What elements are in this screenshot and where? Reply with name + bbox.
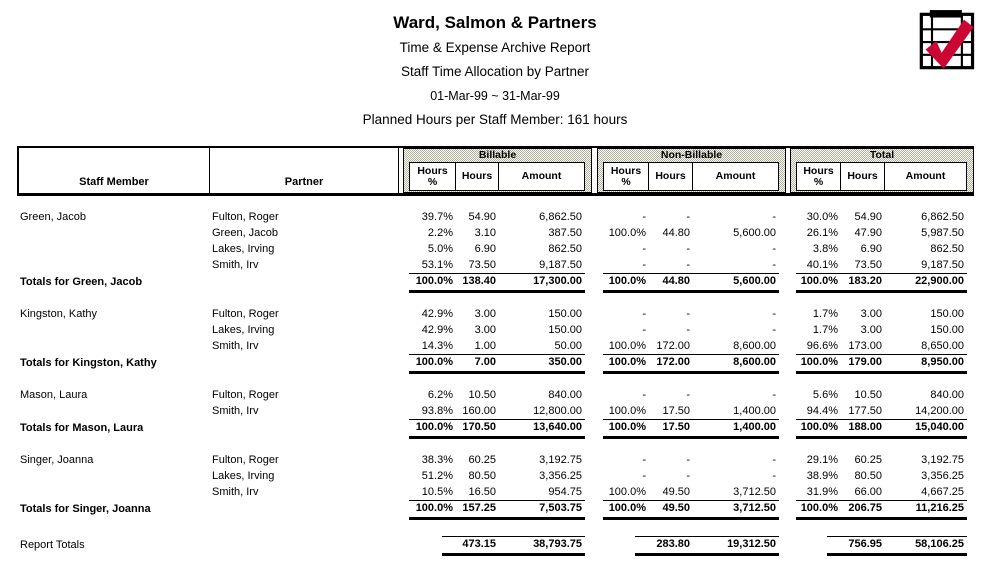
company-name: Ward, Salmon & Partners <box>393 13 597 32</box>
total-subheaders <box>796 162 967 191</box>
table-header <box>17 146 974 196</box>
partner-name: Lakes, Irving <box>212 470 275 482</box>
nonbillable-hours: - <box>686 324 690 336</box>
table-row <box>17 484 974 500</box>
nonbillable-pct: 100.0% <box>608 227 646 239</box>
hours-word: Hours <box>610 164 642 177</box>
nonbillable-pct-total: 100.0% <box>603 273 649 293</box>
billable-hours: 54.90 <box>468 211 496 223</box>
total-hours-total: 179.00 <box>841 354 885 374</box>
billable-pct: 10.5% <box>421 486 453 498</box>
billable-hours-total: 138.40 <box>456 273 499 293</box>
billable-pct: 42.9% <box>421 308 453 320</box>
total-pct: 38.9% <box>806 470 838 482</box>
staff-group-singer-joanna <box>17 452 974 520</box>
non-billable-subheaders <box>603 162 779 191</box>
nonbillable-amount: - <box>772 470 776 482</box>
total-amount-total: 11,216.25 <box>885 500 967 520</box>
table-row <box>17 306 974 322</box>
column-group-billable <box>403 148 592 193</box>
staff-name: Kingston, Kathy <box>20 308 98 320</box>
staff-name: Mason, Laura <box>20 389 88 401</box>
billable-pct: 53.1% <box>421 259 453 271</box>
billable-pct: 42.9% <box>421 324 453 336</box>
report-totals-label: Report Totals <box>20 539 85 551</box>
nonbillable-pct-total: 100.0% <box>603 419 649 439</box>
nonbillable-hours: - <box>686 389 690 401</box>
billable-amount: 6,862.50 <box>539 211 582 223</box>
report-billable-hours: 473.15 <box>442 536 499 556</box>
total-amount: 3,192.75 <box>921 454 964 466</box>
group-totals-label: Totals for Green, Jacob <box>20 276 143 288</box>
billable-pct: 14.3% <box>421 340 453 352</box>
billable-hours: 3.00 <box>474 308 496 320</box>
report-totals-row <box>17 536 974 556</box>
billable-pct: 5.0% <box>427 243 453 255</box>
billable-amount: 840.00 <box>548 389 582 401</box>
total-amount: 14,200.00 <box>915 405 964 417</box>
total-hours: 80.50 <box>854 470 882 482</box>
nonbillable-pct: - <box>642 259 646 271</box>
nonbillable-pct-total: 100.0% <box>603 354 649 374</box>
total-hours-total: 188.00 <box>841 419 885 439</box>
subheader-hours-pct <box>796 162 841 191</box>
report-billable-amount: 38,793.75 <box>499 536 585 556</box>
group-title-total: Total <box>869 149 895 161</box>
billable-amount: 12,800.00 <box>533 405 582 417</box>
nonbillable-pct: - <box>642 211 646 223</box>
nonbillable-pct: - <box>642 389 646 401</box>
total-pct: 96.6% <box>806 340 838 352</box>
report-total-amount: 58,106.25 <box>885 536 967 556</box>
column-header-staff-member: Staff Member <box>17 148 209 193</box>
table-row <box>17 257 974 273</box>
total-pct: 30.0% <box>806 211 838 223</box>
partner-name: Fulton, Roger <box>212 389 279 401</box>
total-pct: 31.9% <box>806 486 838 498</box>
total-hours: 10.50 <box>854 389 882 401</box>
billable-pct-total: 100.0% <box>409 354 456 374</box>
date-range: 01-Mar-99 ~ 31-Mar-99 <box>430 89 560 103</box>
planned-hours-note: Planned Hours per Staff Member: 161 hours <box>362 112 628 127</box>
total-amount: 6,862.50 <box>921 211 964 223</box>
billable-hours: 73.50 <box>468 259 496 271</box>
billable-hours: 3.10 <box>474 227 496 239</box>
icon-header-bar <box>930 10 962 17</box>
total-pct: 1.7% <box>812 324 838 336</box>
table-row <box>17 403 974 419</box>
group-title-non-billable: Non-Billable <box>660 149 723 161</box>
nonbillable-pct: - <box>642 308 646 320</box>
nonbillable-pct: - <box>642 454 646 466</box>
table-body <box>17 209 974 556</box>
total-hours: 47.90 <box>854 227 882 239</box>
billable-amount-total: 7,503.75 <box>499 500 585 520</box>
billable-hours-total: 7.00 <box>456 354 499 374</box>
table-row <box>17 468 974 484</box>
nonbillable-amount: - <box>772 454 776 466</box>
total-pct-total: 100.0% <box>796 419 841 439</box>
total-pct-total: 100.0% <box>796 273 841 293</box>
report-total-hours: 756.95 <box>827 536 885 556</box>
billable-hours: 3.00 <box>474 324 496 336</box>
group-totals-label: Totals for Singer, Joanna <box>20 503 151 515</box>
nonbillable-amount: 8,600.00 <box>733 340 776 352</box>
staff-group-kingston-kathy <box>17 306 974 374</box>
nonbillable-amount: - <box>772 308 776 320</box>
report-title-block <box>0 10 990 132</box>
group-totals-row <box>17 419 974 439</box>
total-hours: 60.25 <box>854 454 882 466</box>
total-amount: 4,667.25 <box>921 486 964 498</box>
table-row <box>17 387 974 403</box>
subheader-hours-pct <box>409 162 456 191</box>
nonbillable-hours: 172.00 <box>656 340 690 352</box>
allocation-table <box>17 146 974 556</box>
total-amount: 3,356.25 <box>921 470 964 482</box>
billable-pct: 51.2% <box>421 470 453 482</box>
report-title: Time & Expense Archive Report <box>399 40 591 55</box>
nonbillable-hours: - <box>686 470 690 482</box>
total-pct: 1.7% <box>812 308 838 320</box>
nonbillable-amount: 3,712.50 <box>733 486 776 498</box>
total-amount: 862.50 <box>930 243 964 255</box>
total-amount: 5,987.50 <box>921 227 964 239</box>
nonbillable-hours: - <box>686 308 690 320</box>
group-totals-row <box>17 500 974 520</box>
nonbillable-hours: - <box>686 243 690 255</box>
billable-amount: 3,192.75 <box>539 454 582 466</box>
total-pct: 26.1% <box>806 227 838 239</box>
partner-name: Fulton, Roger <box>212 308 279 320</box>
billable-hours: 16.50 <box>468 486 496 498</box>
billable-pct-total: 100.0% <box>409 500 456 520</box>
billable-pct-total: 100.0% <box>409 273 456 293</box>
group-totals-label: Totals for Mason, Laura <box>20 422 144 434</box>
pct-sign: % <box>813 175 824 188</box>
group-totals-row <box>17 273 974 293</box>
total-hours: 54.90 <box>854 211 882 223</box>
nonbillable-pct: - <box>642 324 646 336</box>
partner-name: Smith, Irv <box>212 405 259 417</box>
nonbillable-pct: - <box>642 243 646 255</box>
total-hours-total: 206.75 <box>841 500 885 520</box>
partner-name: Smith, Irv <box>212 259 259 271</box>
total-pct: 40.1% <box>806 259 838 271</box>
nonbillable-hours: - <box>686 211 690 223</box>
total-amount: 150.00 <box>930 324 964 336</box>
billable-amount: 150.00 <box>548 324 582 336</box>
billable-amount-total: 13,640.00 <box>499 419 585 439</box>
subheader-hours-pct <box>603 162 649 191</box>
subheader-amount: Amount <box>885 162 967 191</box>
billable-pct: 6.2% <box>427 389 453 401</box>
pct-sign: % <box>621 175 631 188</box>
nonbillable-hours: - <box>686 259 690 271</box>
total-pct-total: 100.0% <box>796 354 841 374</box>
column-group-non-billable <box>597 148 786 193</box>
subheader-hours: Hours <box>456 162 499 191</box>
table-row <box>17 338 974 354</box>
nonbillable-pct: 100.0% <box>608 486 646 498</box>
nonbillable-amount: - <box>772 259 776 271</box>
billable-hours: 160.00 <box>462 405 496 417</box>
total-amount: 840.00 <box>930 389 964 401</box>
billable-hours: 6.90 <box>474 243 496 255</box>
billable-amount: 9,187.50 <box>539 259 582 271</box>
column-group-total <box>790 148 974 193</box>
partner-name: Fulton, Roger <box>212 211 279 223</box>
partner-name: Fulton, Roger <box>212 454 279 466</box>
total-amount-total: 8,950.00 <box>885 354 967 374</box>
total-pct-total: 100.0% <box>796 500 841 520</box>
billable-amount-total: 350.00 <box>499 354 585 374</box>
nonbillable-hours: - <box>686 454 690 466</box>
table-row <box>17 241 974 257</box>
billable-subheaders <box>409 162 585 191</box>
total-amount: 150.00 <box>930 308 964 320</box>
nonbillable-pct-total: 100.0% <box>603 500 649 520</box>
nonbillable-amount-total: 5,600.00 <box>693 273 779 293</box>
nonbillable-hours-total: 17.50 <box>649 419 693 439</box>
total-hours-total: 183.20 <box>841 273 885 293</box>
billable-hours: 60.25 <box>468 454 496 466</box>
staff-name: Green, Jacob <box>20 211 87 223</box>
billable-hours: 1.00 <box>474 340 496 352</box>
partner-name: Lakes, Irving <box>212 324 275 336</box>
total-hours: 6.90 <box>860 243 882 255</box>
partner-name: Smith, Irv <box>212 486 259 498</box>
billable-pct-total: 100.0% <box>409 419 456 439</box>
partner-name: Lakes, Irving <box>212 243 275 255</box>
nonbillable-amount-total: 3,712.50 <box>693 500 779 520</box>
subheader-hours: Hours <box>841 162 885 191</box>
nonbillable-amount-total: 8,600.00 <box>693 354 779 374</box>
grid-checkmark-icon <box>916 6 980 76</box>
table-row <box>17 209 974 225</box>
billable-pct: 39.7% <box>421 211 453 223</box>
total-pct: 94.4% <box>806 405 838 417</box>
nonbillable-hours: 44.80 <box>662 227 690 239</box>
billable-hours: 10.50 <box>468 389 496 401</box>
hours-word: Hours <box>803 164 834 177</box>
billable-hours-total: 170.50 <box>456 419 499 439</box>
staff-group-green-jacob <box>17 209 974 293</box>
billable-pct: 38.3% <box>421 454 453 466</box>
billable-amount: 150.00 <box>548 308 582 320</box>
billable-pct: 93.8% <box>421 405 453 417</box>
billable-pct: 2.2% <box>427 227 453 239</box>
nonbillable-amount: - <box>772 211 776 223</box>
partner-name: Green, Jacob <box>212 227 279 239</box>
total-hours: 3.00 <box>860 324 882 336</box>
total-amount-total: 15,040.00 <box>885 419 967 439</box>
pct-sign: % <box>427 175 438 188</box>
table-row <box>17 322 974 338</box>
group-title-billable: Billable <box>478 149 517 161</box>
billable-amount: 862.50 <box>548 243 582 255</box>
subheader-hours: Hours <box>649 162 693 191</box>
nonbillable-hours: 17.50 <box>662 405 690 417</box>
nonbillable-amount: 5,600.00 <box>733 227 776 239</box>
hours-word: Hours <box>417 164 448 177</box>
nonbillable-amount: - <box>772 389 776 401</box>
billable-amount: 387.50 <box>548 227 582 239</box>
total-amount-total: 22,900.00 <box>885 273 967 293</box>
nonbillable-hours-total: 172.00 <box>649 354 693 374</box>
staff-name: Singer, Joanna <box>20 454 94 466</box>
subheader-amount: Amount <box>693 162 779 191</box>
partner-name: Smith, Irv <box>212 340 259 352</box>
column-header-partner: Partner <box>209 148 399 193</box>
report-nonbillable-hours: 283.80 <box>635 536 693 556</box>
nonbillable-pct: 100.0% <box>608 340 646 352</box>
staff-group-mason-laura <box>17 387 974 439</box>
total-hours: 73.50 <box>854 259 882 271</box>
billable-amount-total: 17,300.00 <box>499 273 585 293</box>
total-pct: 5.6% <box>812 389 838 401</box>
nonbillable-amount: - <box>772 243 776 255</box>
billable-hours-total: 157.25 <box>456 500 499 520</box>
nonbillable-amount: 1,400.00 <box>733 405 776 417</box>
total-amount: 9,187.50 <box>921 259 964 271</box>
nonbillable-hours-total: 44.80 <box>649 273 693 293</box>
total-hours: 173.00 <box>848 340 882 352</box>
billable-hours: 80.50 <box>468 470 496 482</box>
nonbillable-amount-total: 1,400.00 <box>693 419 779 439</box>
nonbillable-amount: - <box>772 324 776 336</box>
group-totals-label: Totals for Kingston, Kathy <box>20 357 157 369</box>
nonbillable-pct: 100.0% <box>608 405 646 417</box>
billable-amount: 3,356.25 <box>539 470 582 482</box>
table-row <box>17 225 974 241</box>
group-totals-row <box>17 354 974 374</box>
report-subtitle: Staff Time Allocation by Partner <box>400 64 590 79</box>
total-hours: 3.00 <box>860 308 882 320</box>
subheader-amount: Amount <box>499 162 585 191</box>
total-hours: 66.00 <box>854 486 882 498</box>
total-hours: 177.50 <box>848 405 882 417</box>
nonbillable-pct: - <box>642 470 646 482</box>
total-pct: 29.1% <box>806 454 838 466</box>
billable-amount: 50.00 <box>554 340 582 352</box>
nonbillable-hours-total: 49.50 <box>649 500 693 520</box>
total-pct: 3.8% <box>812 243 838 255</box>
table-row <box>17 452 974 468</box>
report-nonbillable-amount: 19,312.50 <box>693 536 779 556</box>
billable-amount: 954.75 <box>548 486 582 498</box>
nonbillable-hours: 49.50 <box>662 486 690 498</box>
total-amount: 8,650.00 <box>921 340 964 352</box>
